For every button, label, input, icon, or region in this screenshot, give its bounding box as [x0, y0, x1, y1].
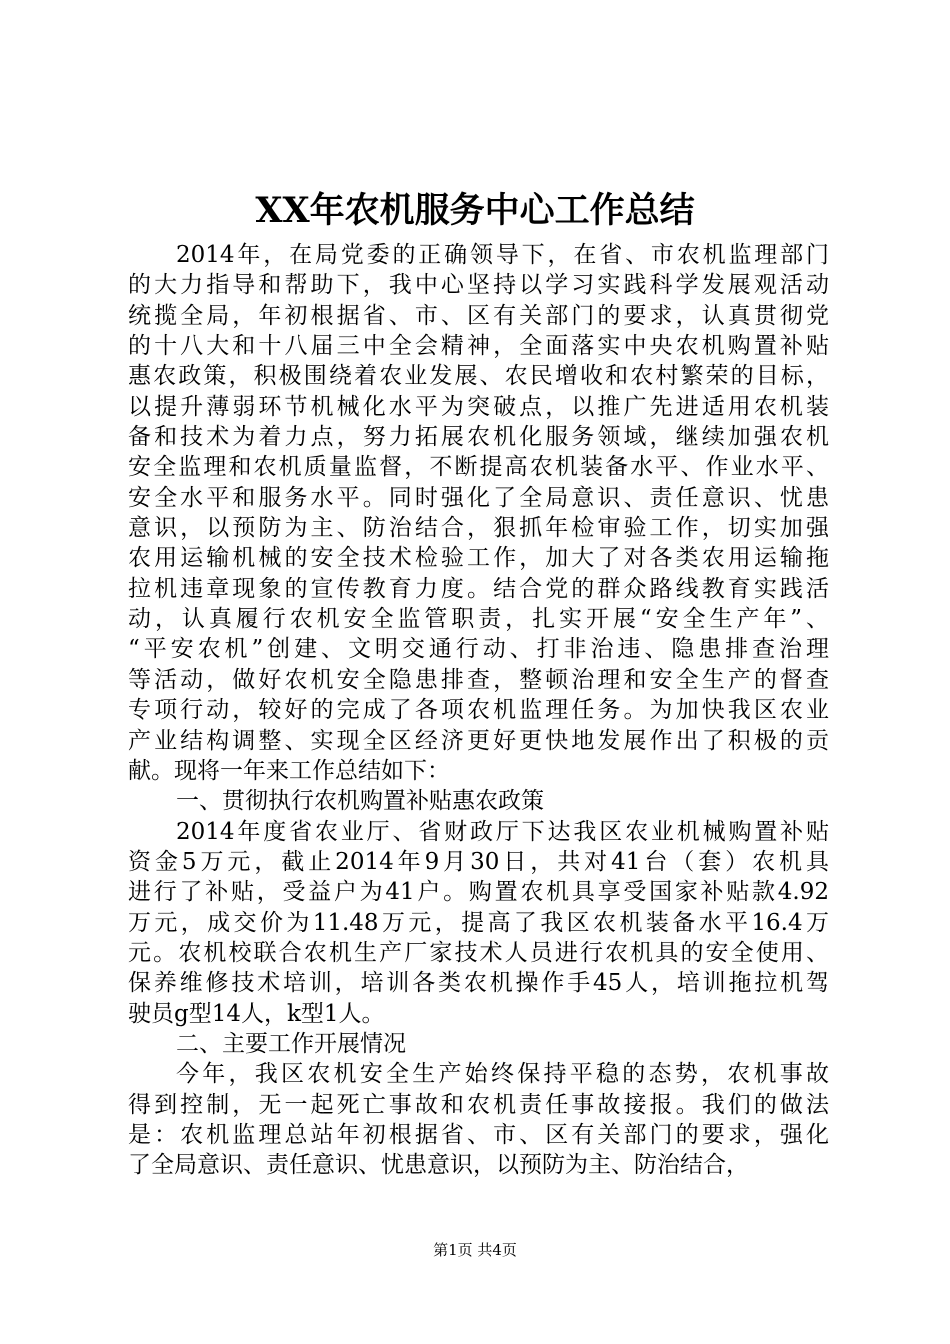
page-number-footer: 第1页 共4页 [433, 1241, 517, 1259]
body-line: 得到控制，无一起死亡事故和农机责任事故接报。我们的做法 [128, 1091, 829, 1118]
body-line: 安全水平和服务水平。同时强化了全局意识、责任意识、忧患 [128, 484, 829, 511]
body-line: 2014年，在局党委的正确领导下，在省、市农机监理部门 [176, 242, 829, 268]
body-line: 驶员g型14人，k型1人。 [128, 1000, 385, 1027]
body-line: 进行了补贴，受益户为41户。购置农机具享受国家补贴款4.92 [128, 879, 829, 906]
body-line: “平安农机”创建、文明交通行动、打非治违、隐患排查治理 [128, 636, 829, 663]
body-line: 备和技术为着力点，努力拓展农机化服务领域，继续加强农机 [128, 424, 829, 451]
body-line: 今年，我区农机安全生产始终保持平稳的态势，农机事故 [176, 1061, 829, 1088]
body-line: 了全局意识、责任意识、忧患意识，以预防为主、防治结合， [128, 1152, 749, 1179]
document-body [128, 240, 829, 1181]
body-line: 惠农政策，积极围绕着农业发展、农民增收和农村繁荣的目标， [128, 363, 829, 390]
section-heading-2: 二、主要工作开展情况 [176, 1030, 406, 1057]
body-line: 以提升薄弱环节机械化水平为突破点，以推广先进适用农机装 [128, 393, 829, 420]
body-line: 动，认真履行农机安全监管职责，扎实开展“安全生产年”、 [128, 606, 829, 633]
body-line: 是：农机监理总站年初根据省、市、区有关部门的要求，强化 [128, 1121, 829, 1148]
body-line: 万元，成交价为11.48万元，提高了我区农机装备水平16.4万 [128, 909, 829, 936]
body-line: 意识，以预防为主、防治结合，狠抓年检审验工作，切实加强 [128, 515, 829, 542]
body-line: 献。现将一年来工作总结如下： [128, 757, 450, 784]
body-line: 拉机违章现象的宣传教育力度。结合党的群众路线教育实践活 [128, 575, 829, 602]
body-line: 2014年度省农业厅、省财政厅下达我区农业机械购置补贴 [176, 818, 829, 845]
body-line: 安全监理和农机质量监督，不断提高农机装备水平、作业水平、 [128, 454, 829, 481]
body-line: 的十八大和十八届三中全会精神，全面落实中央农机购置补贴 [128, 333, 829, 360]
body-line: 资金5万元，截止2014年9月30日，共对41台（套）农机具 [128, 848, 829, 875]
body-line: 保养维修技术培训，培训各类农机操作手45人，培训拖拉机驾 [128, 970, 829, 997]
body-line: 的大力指导和帮助下，我中心坚持以学习实践科学发展观活动 [128, 272, 829, 299]
body-line: 农用运输机械的安全技术检验工作，加大了对各类农用运输拖 [128, 545, 829, 572]
body-line: 统揽全局，年初根据省、市、区有关部门的要求，认真贯彻党 [128, 302, 829, 329]
body-line: 产业结构调整、实现全区经济更好更快地发展作出了积极的贡 [128, 727, 829, 754]
body-line: 等活动，做好农机安全隐患排查，整顿治理和安全生产的督查 [128, 666, 829, 693]
document-title: XX年农机服务中心工作总结 [255, 190, 695, 231]
body-line: 专项行动，较好的完成了各项农机监理任务。为加快我区农业 [128, 697, 829, 724]
body-line: 元。农机校联合农机生产厂家技术人员进行农机具的安全使用、 [128, 939, 829, 966]
section-heading-1: 一、贯彻执行农机购置补贴惠农政策 [176, 788, 544, 815]
